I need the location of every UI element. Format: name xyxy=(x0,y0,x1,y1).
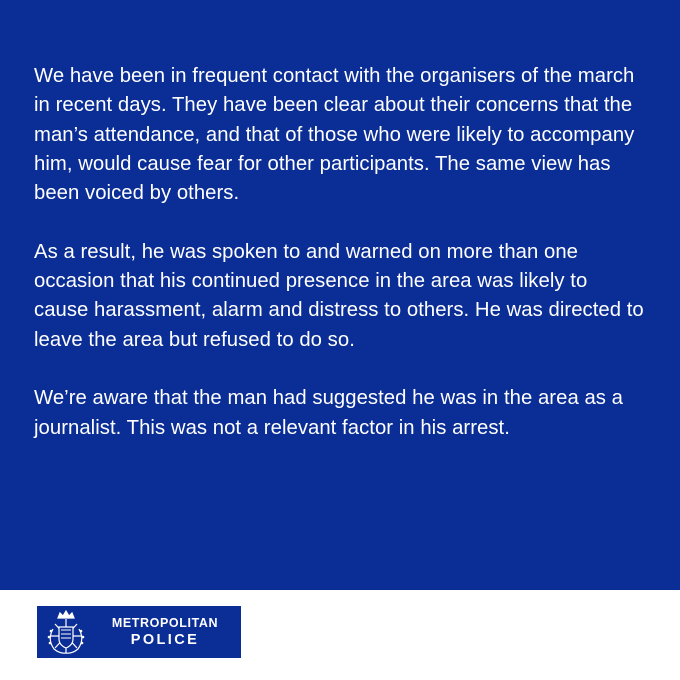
logo-wordmark xyxy=(95,615,241,649)
metropolitan-police-logo xyxy=(37,606,241,658)
footer xyxy=(0,590,680,680)
statement-paragraph-3: We’re aware that the man had suggested he was in the area as a journalist. This was not a relevant factor in his arrest. xyxy=(34,387,623,439)
logo-line-2: POLICE xyxy=(130,632,200,648)
logo-line-1: METROPOLITAN xyxy=(111,616,219,630)
metropolitan-police-crest-icon xyxy=(37,606,95,658)
statement-paragraph-2: As a result, he was spoken to and warned on more than one occasion that his continued presence in the area was likely to cause harassment, alarm and distress to others. He was directed to leave the area but refused to do so. xyxy=(34,240,644,351)
statement-paragraph-1: We have been in frequent contact with the organisers of the march in recent days. They have been clear about their concerns that the man’s attendance, and that of those who were likely to accompany him, would cause fear for other participants. The same view has been voiced by others. xyxy=(34,65,635,205)
